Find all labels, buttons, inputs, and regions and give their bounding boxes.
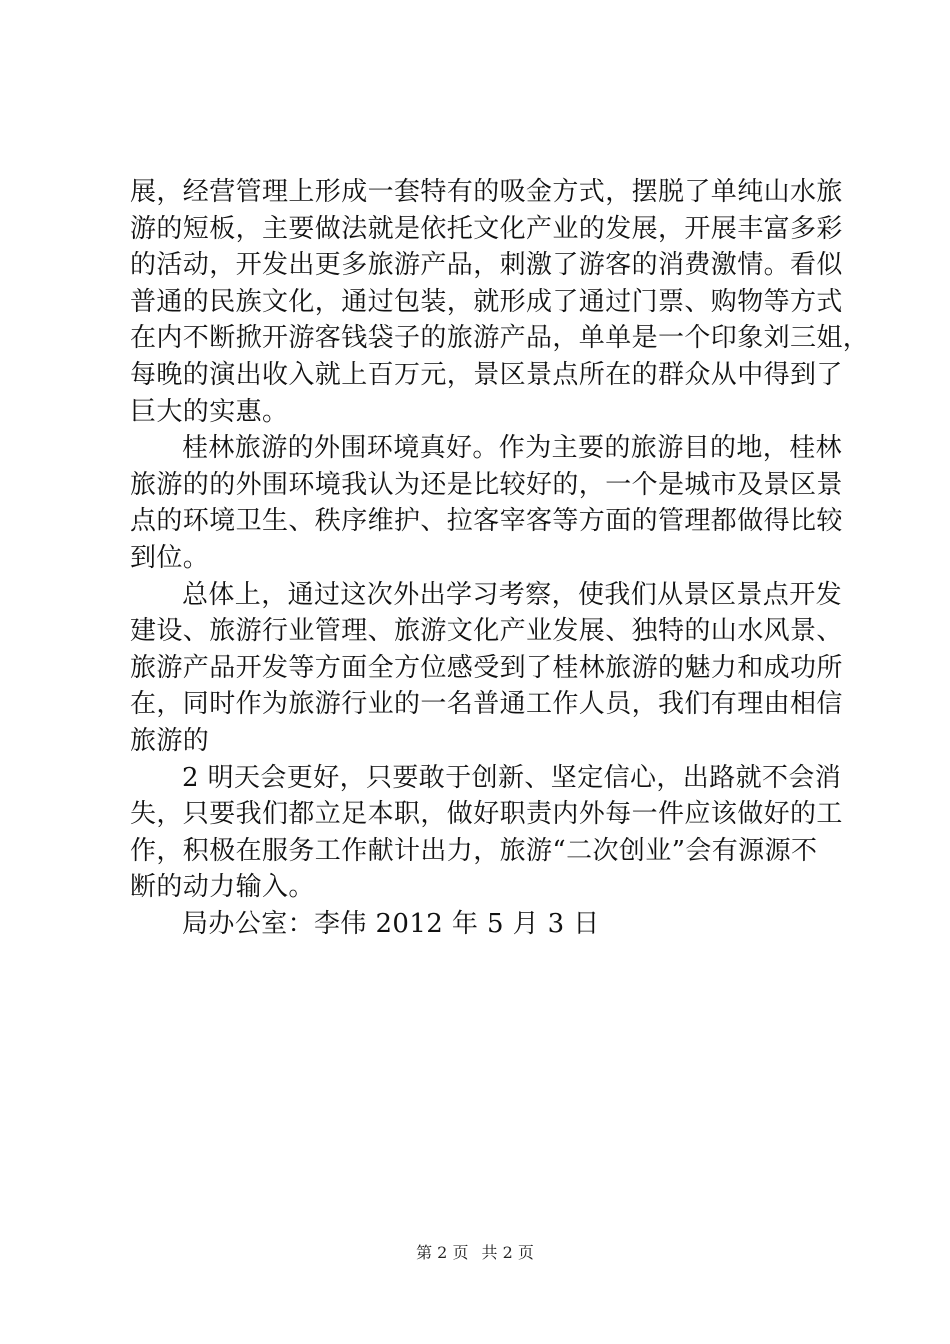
text-line: 展，经营管理上形成一套特有的吸金方式，摆脱了单纯山水旅 — [130, 177, 843, 207]
page-number: 第 2 页 — [416, 1243, 469, 1262]
text-line: 巨大的实惠。 — [130, 396, 289, 427]
text-line: 的活动，开发出更多旅游产品，刺激了游客的消费激情。看似 — [130, 250, 843, 281]
paragraph-4 — [130, 760, 843, 906]
text-line: 游的短板，主要做法就是依托文化产业的发展，开展丰富多彩 — [130, 213, 843, 244]
paragraph-1 — [130, 174, 870, 430]
text-line: 断的动力输入。 — [130, 872, 315, 903]
text-line: 2 明天会更好，只要敢于创新、坚定信心，出路就不会消 — [182, 762, 842, 793]
text-line: 失，只要我们都立足本职，做好职责内外每一件应该做好的工 — [130, 799, 843, 830]
text-line: 建设、旅游行业管理、旅游文化产业发展、独特的山水风景、 — [130, 616, 843, 647]
document-body — [130, 174, 870, 942]
text-line: 桂林旅游的外围环境真好。作为主要的旅游目的地，桂林 — [182, 433, 843, 464]
text-line: 在，同时作为旅游行业的一名普通工作人员，我们有理由相信 — [130, 689, 843, 720]
text-line: 旅游的的外围环境我认为还是比较好的，一个是城市及景区景 — [130, 469, 843, 500]
text-line: 总体上，通过这次外出学习考察，使我们从景区景点开发 — [182, 579, 843, 610]
text-line: 到位。 — [130, 542, 210, 573]
text-line: 作，积极在服务工作献计出力，旅游“二次创业”会有源源不 — [130, 835, 818, 866]
text-line: 在内不断掀开游客钱袋子的旅游产品，单单是一个印象刘三姐， — [130, 323, 870, 354]
paragraph-3 — [130, 577, 843, 760]
page-footer — [0, 1242, 950, 1264]
text-line: 旅游的 — [130, 725, 210, 756]
signature-line — [130, 906, 830, 943]
text-line: 普通的民族文化，通过包装，就形成了通过门票、购物等方式 — [130, 286, 843, 317]
page-total: 共 2 页 — [481, 1243, 534, 1262]
text-line: 每晚的演出收入就上百万元，景区景点所在的群众从中得到了 — [130, 359, 843, 390]
text-line: 点的环境卫生、秩序维护、拉客宰客等方面的管理都做得比较 — [130, 506, 843, 537]
text-line: 旅游产品开发等方面全方位感受到了桂林旅游的魅力和成功所 — [130, 652, 843, 683]
paragraph-2 — [130, 430, 843, 576]
text-line: 局办公室：李伟 2012 年 5 月 3 日 — [182, 908, 600, 939]
